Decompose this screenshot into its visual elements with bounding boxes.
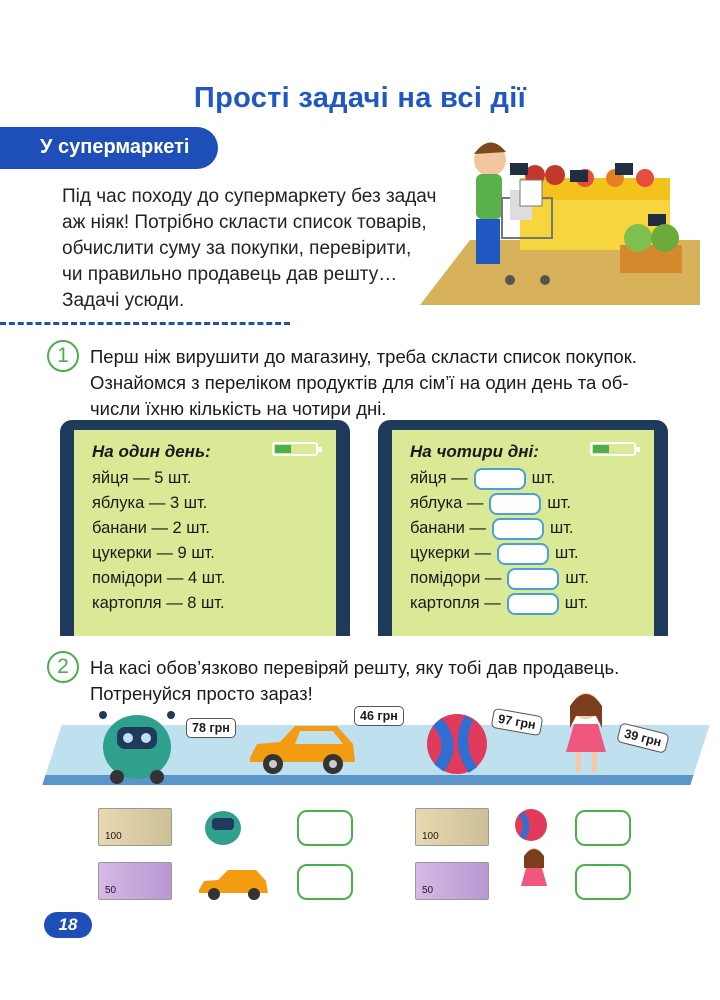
item-label: яблука — [410, 494, 484, 512]
tablet-one-day [60, 420, 350, 636]
list-item [410, 566, 654, 591]
task-1-line: числи їхню кількість на чотири дні. [90, 398, 387, 419]
doll-small-icon [516, 846, 552, 900]
list-item: яйця — 5 шт. [92, 469, 192, 487]
task-2-line: На касі обов’язково перевіряй решту, яку тобі дав продавець. [90, 657, 620, 678]
change-answer-doll[interactable] [575, 864, 631, 900]
answer-input[interactable] [489, 493, 541, 515]
tablet-screen [392, 430, 654, 636]
price-tag-doll: 39 грн [616, 722, 669, 753]
list-item [410, 591, 654, 616]
battery-icon [272, 442, 318, 456]
banknote-value: 50 [105, 885, 117, 896]
banknote-50 [98, 862, 172, 900]
price-tag-robot: 78 грн [186, 718, 236, 738]
answer-input[interactable] [497, 543, 549, 565]
supermarket-illustration [410, 130, 700, 310]
intro-line: чи правильно продавець дав решту… [62, 264, 398, 285]
robot-icon [95, 705, 180, 785]
car-small-icon [196, 866, 272, 900]
list-item [410, 466, 654, 491]
one-day-heading: На один день: [92, 442, 211, 461]
banknote-value: 100 [422, 831, 439, 842]
task-1-line: Ознайомся з переліком продуктів для сім’ї на один день та об- [90, 372, 629, 393]
task-number-1: 1 [47, 340, 79, 372]
price-tag-ball: 97 грн [491, 708, 543, 736]
price-tag-car: 46 грн [354, 706, 404, 726]
unit-label: шт. [554, 544, 579, 562]
intro-paragraph [62, 184, 452, 314]
banknote-value: 50 [422, 885, 434, 896]
tablet-four-days [378, 420, 668, 636]
doll-icon [556, 688, 616, 780]
unit-label: шт. [565, 569, 589, 587]
banknote-value: 100 [105, 831, 122, 842]
list-item: помідори — 4 шт. [92, 569, 226, 587]
intro-line: аж ніяк! Потрібно скласти список товарів, [62, 212, 427, 233]
unit-label: шт. [547, 494, 571, 512]
ball-icon [425, 712, 489, 776]
page-title: Прості задачі на всі дії [193, 82, 527, 114]
list-item: банани — 2 шт. [92, 519, 210, 537]
page-number: 18 [44, 912, 92, 938]
list-item: картопля — 8 шт. [92, 594, 225, 612]
change-answer-robot[interactable] [297, 810, 353, 846]
section-divider [0, 322, 290, 325]
unit-label: шт. [564, 594, 589, 612]
banknote-50 [415, 862, 489, 900]
banknote-100 [415, 808, 489, 846]
four-days-heading: На чотири дні: [410, 442, 539, 461]
answer-input[interactable] [492, 518, 544, 540]
task-number-2: 2 [47, 651, 79, 683]
answer-input[interactable] [507, 568, 559, 590]
intro-line: Задачі усюди. [62, 290, 185, 311]
answer-input[interactable] [507, 593, 559, 615]
item-label: картопля — [410, 594, 501, 612]
list-item: яблука — 3 шт. [92, 494, 208, 512]
intro-line: Під час походу до супермаркету без задач [62, 186, 437, 207]
item-label: помідори — [410, 569, 502, 587]
section-tag: У супермаркеті [0, 127, 218, 169]
change-answer-ball[interactable] [575, 810, 631, 846]
item-label: цукерки — [410, 544, 491, 562]
item-label: банани — [410, 519, 486, 537]
list-item [410, 491, 654, 516]
answer-input[interactable] [474, 468, 526, 490]
list-item [410, 516, 654, 541]
task-1-line: Перш ніж вирушити до магазину, треба скласти список покупок. [90, 346, 637, 367]
banknote-100 [98, 808, 172, 846]
unit-label: шт. [531, 469, 556, 487]
tablet-screen [74, 430, 336, 636]
robot-small-icon [200, 806, 246, 848]
intro-line: обчислити суму за покупки, перевірити, [62, 238, 412, 259]
item-label: яйця — [410, 469, 468, 487]
list-item [410, 541, 654, 566]
change-answer-car[interactable] [297, 864, 353, 900]
car-icon [245, 718, 360, 778]
list-item: цукерки — 9 шт. [92, 544, 215, 562]
unit-label: шт. [549, 519, 574, 537]
task-1-text [90, 344, 668, 422]
battery-icon [590, 442, 636, 456]
task-2-line: Потренуйся просто зараз! [90, 683, 313, 704]
ball-small-icon [514, 808, 548, 842]
